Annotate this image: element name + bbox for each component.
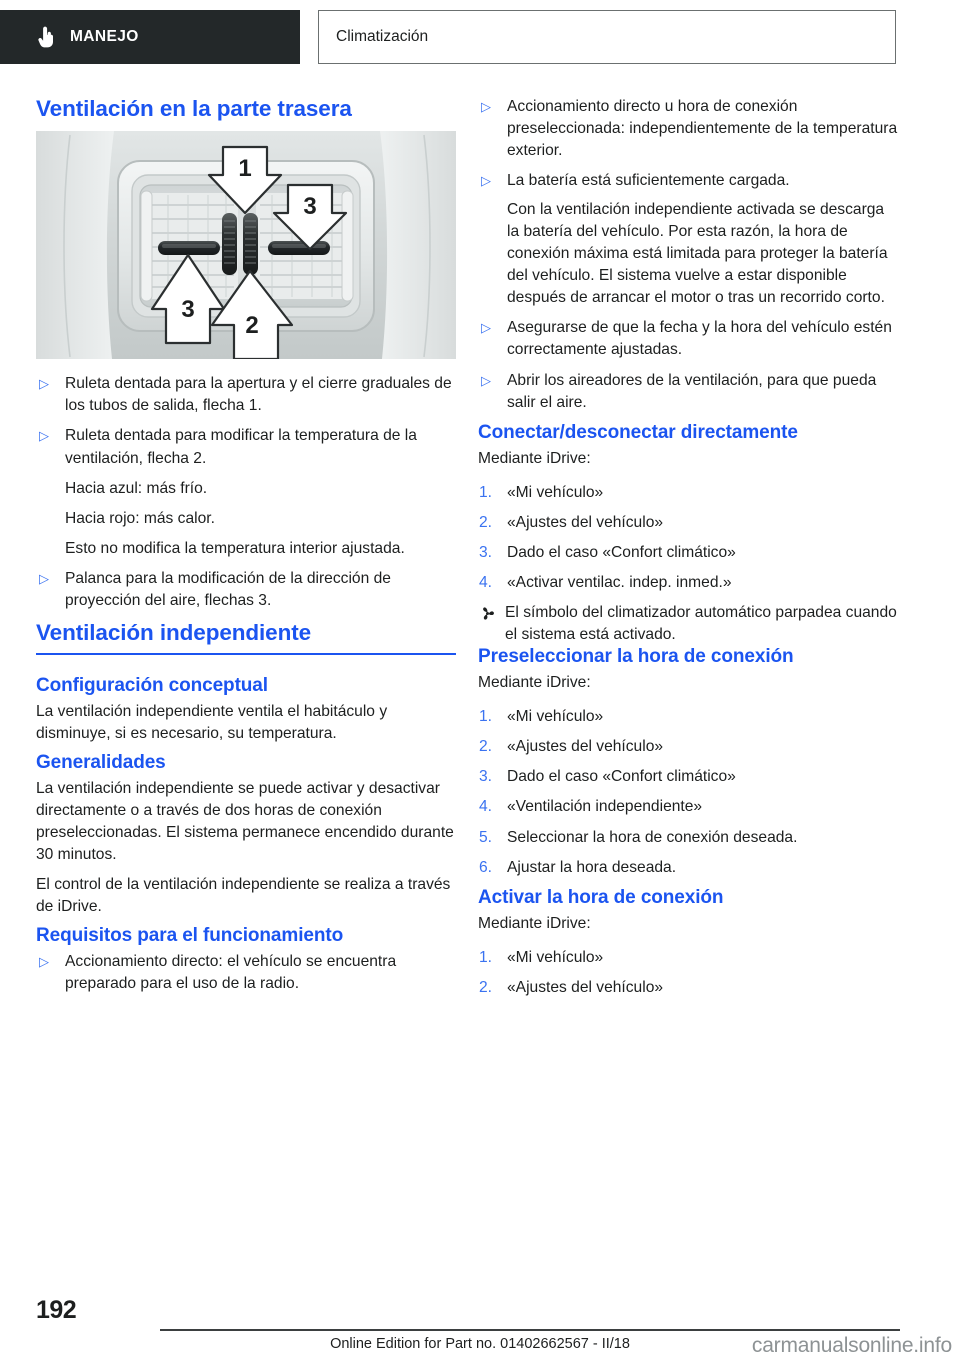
list-item-text: Asegurarse de que la fecha y la hora del vehículo estén correctamente ajustadas. bbox=[507, 319, 892, 359]
svg-text:3: 3 bbox=[303, 193, 317, 221]
header-chapter-label: MANEJO bbox=[70, 28, 139, 45]
thumbwheel-right bbox=[243, 213, 258, 275]
heading-requisitos: Requisitos para el funcionamiento bbox=[36, 924, 344, 946]
list-item bbox=[478, 317, 898, 361]
list-item bbox=[478, 482, 898, 504]
sub-line-warm: Hacia rojo: más calor. bbox=[65, 509, 215, 527]
lever-left bbox=[158, 241, 220, 255]
rear-vent-illustration bbox=[36, 131, 456, 359]
list-item bbox=[478, 170, 898, 192]
page-header bbox=[0, 10, 960, 64]
list-item-text: «Ajustes del vehículo» bbox=[507, 979, 664, 997]
step-number: 1. bbox=[479, 949, 493, 967]
step-number: 1. bbox=[479, 708, 493, 726]
footer-divider bbox=[160, 1329, 900, 1331]
blower-fan-icon bbox=[479, 605, 496, 622]
step-number: 4. bbox=[479, 574, 493, 592]
thumbwheel-left bbox=[222, 213, 237, 275]
sub-line-cold: Hacia azul: más frío. bbox=[65, 479, 208, 497]
activar-steps-list bbox=[478, 947, 898, 999]
triangle-bullet-icon: ▷ bbox=[481, 173, 491, 189]
list-item bbox=[478, 706, 898, 728]
heading-configuracion-conceptual: Configuración conceptual bbox=[36, 674, 268, 696]
page-footer bbox=[0, 1296, 960, 1362]
sub-line-note: Esto no modifica la temperatura interior ajustada. bbox=[65, 540, 405, 558]
list-item bbox=[478, 766, 898, 788]
requisitos-bullet-list-continued bbox=[478, 96, 898, 193]
list-item bbox=[478, 947, 898, 969]
triangle-bullet-icon: ▷ bbox=[39, 953, 49, 969]
svg-text:2: 2 bbox=[245, 312, 259, 340]
pointing-hand-icon bbox=[38, 26, 55, 48]
heading-conectar-desconectar: Conectar/desconectar directamente bbox=[478, 421, 798, 443]
footer-watermark: carmanualsonline.info bbox=[751, 1334, 952, 1357]
list-item bbox=[478, 736, 898, 758]
list-item bbox=[478, 96, 898, 162]
footer-edition-note: Online Edition for Part no. 01402662567 - II/18 bbox=[330, 1336, 630, 1352]
list-item-text: «Mi vehículo» bbox=[507, 949, 604, 967]
list-item bbox=[36, 951, 456, 995]
heading-generalidades: Generalidades bbox=[36, 751, 166, 773]
step-number: 4. bbox=[479, 798, 493, 816]
triangle-bullet-icon: ▷ bbox=[481, 372, 491, 388]
list-item-text: Accionamiento directo u hora de conexión preseleccionada: independientemente de la temperatura exterior. bbox=[507, 98, 898, 160]
step-number: 2. bbox=[479, 979, 493, 997]
list-item bbox=[478, 542, 898, 564]
list-item-text: Dado el caso «Confort climático» bbox=[507, 768, 736, 786]
step-number: 3. bbox=[479, 544, 493, 562]
triangle-bullet-icon: ▷ bbox=[481, 320, 491, 336]
step-number: 6. bbox=[479, 858, 493, 876]
triangle-bullet-icon: ▷ bbox=[39, 428, 49, 444]
conectar-intro: Mediante iDrive: bbox=[478, 449, 591, 467]
step-number: 2. bbox=[479, 738, 493, 756]
step-number: 3. bbox=[479, 768, 493, 786]
bullet-2-continuation: Con la ventilación independiente activada se descarga la batería del vehículo. Por esta razón, la hora de conexión máxima está limitada para proteger la batería del vehículo. El sistema vuelve a estar disponible después de arrancar el motor o tras un recorrido corto. bbox=[507, 200, 888, 307]
list-item-text: La batería está suficientemente cargada. bbox=[507, 172, 790, 190]
list-item-text: Ruleta dentada para la apertura y el cierre graduales de los tubos de salida, flecha 1. bbox=[65, 375, 452, 415]
list-item-text: «Ventilación independiente» bbox=[507, 798, 703, 816]
list-item-text: «Activar ventilac. indep. inmed.» bbox=[507, 574, 732, 592]
right-column bbox=[478, 96, 898, 1007]
list-item-text: Dado el caso «Confort climático» bbox=[507, 544, 736, 562]
paragraph-generalidades-1: La ventilación independiente se puede activar y desactivar directamente o a través de dos horas de conexión preseleccionadas. El sistema permanece encendido durante 30 minutos. bbox=[36, 779, 454, 864]
step-number: 2. bbox=[479, 514, 493, 532]
list-item bbox=[36, 568, 456, 612]
list-item-text: «Mi vehículo» bbox=[507, 708, 604, 726]
rear-vent-bullet-list-2 bbox=[36, 568, 456, 612]
step-number: 5. bbox=[479, 828, 493, 846]
left-column bbox=[36, 96, 456, 1003]
list-item bbox=[478, 796, 898, 818]
requisitos-bullet-list bbox=[36, 951, 456, 995]
fan-note-text: El símbolo del climatizador automático parpadea cuando el sistema está activado. bbox=[505, 603, 897, 643]
list-item-text: «Mi vehículo» bbox=[507, 484, 604, 501]
triangle-bullet-icon: ▷ bbox=[39, 571, 49, 587]
conectar-steps-list bbox=[478, 482, 898, 595]
rear-vent-bullet-list bbox=[36, 373, 456, 470]
list-item bbox=[36, 373, 456, 417]
activar-intro: Mediante iDrive: bbox=[478, 914, 591, 932]
list-item-text: Accionamiento directo: el vehículo se encuentra preparado para el uso de la radio. bbox=[65, 952, 397, 992]
heading-activar-hora: Activar la hora de conexión bbox=[478, 886, 724, 908]
svg-text:1: 1 bbox=[238, 155, 252, 183]
page-number: 192 bbox=[36, 1296, 77, 1324]
list-item-text: Ruleta dentada para modificar la temperatura de la ventilación, flecha 2. bbox=[65, 427, 417, 467]
list-item bbox=[478, 827, 898, 849]
list-item bbox=[478, 370, 898, 414]
paragraph-configuracion: La ventilación independiente ventila el habitáculo y disminuye, si es necesario, su temperatura. bbox=[36, 702, 388, 742]
header-section-tab[interactable] bbox=[318, 10, 896, 64]
list-item bbox=[478, 512, 898, 534]
lever-right bbox=[268, 241, 330, 255]
list-item-text: Ajustar la hora deseada. bbox=[507, 858, 677, 876]
list-item-text: Abrir los aireadores de la ventilación, para que pueda salir el aire. bbox=[507, 371, 877, 411]
step-number: 1. bbox=[479, 484, 493, 501]
page-title: Ventilación en la parte trasera bbox=[36, 96, 352, 121]
heading-preseleccionar-hora: Preseleccionar la hora de conexión bbox=[478, 645, 794, 667]
svg-text:3: 3 bbox=[181, 296, 195, 324]
triangle-bullet-icon: ▷ bbox=[481, 99, 491, 114]
header-section-label: Climatización bbox=[336, 28, 429, 45]
list-item bbox=[36, 425, 456, 469]
section-title-ventilacion-independiente: Ventilación independiente bbox=[36, 620, 456, 654]
list-item bbox=[478, 857, 898, 879]
list-item-text: «Ajustes del vehículo» bbox=[507, 514, 664, 532]
list-item bbox=[478, 977, 898, 999]
list-item bbox=[478, 572, 898, 594]
list-item-text: Palanca para la modificación de la dirección de proyección del aire, flechas 3. bbox=[65, 570, 391, 610]
list-item-text: Seleccionar la hora de conexión deseada. bbox=[507, 828, 798, 846]
list-item-text: «Ajustes del vehículo» bbox=[507, 738, 664, 756]
preseleccionar-steps-list bbox=[478, 706, 898, 879]
requisitos-bullet-list-continued-2 bbox=[478, 317, 898, 414]
fan-symbol-note bbox=[478, 602, 898, 646]
preseleccionar-intro: Mediante iDrive: bbox=[478, 673, 591, 691]
paragraph-generalidades-2: El control de la ventilación independiente se realiza a través de iDrive. bbox=[36, 875, 451, 915]
triangle-bullet-icon: ▷ bbox=[39, 376, 49, 392]
header-chapter-tab[interactable] bbox=[0, 10, 300, 64]
